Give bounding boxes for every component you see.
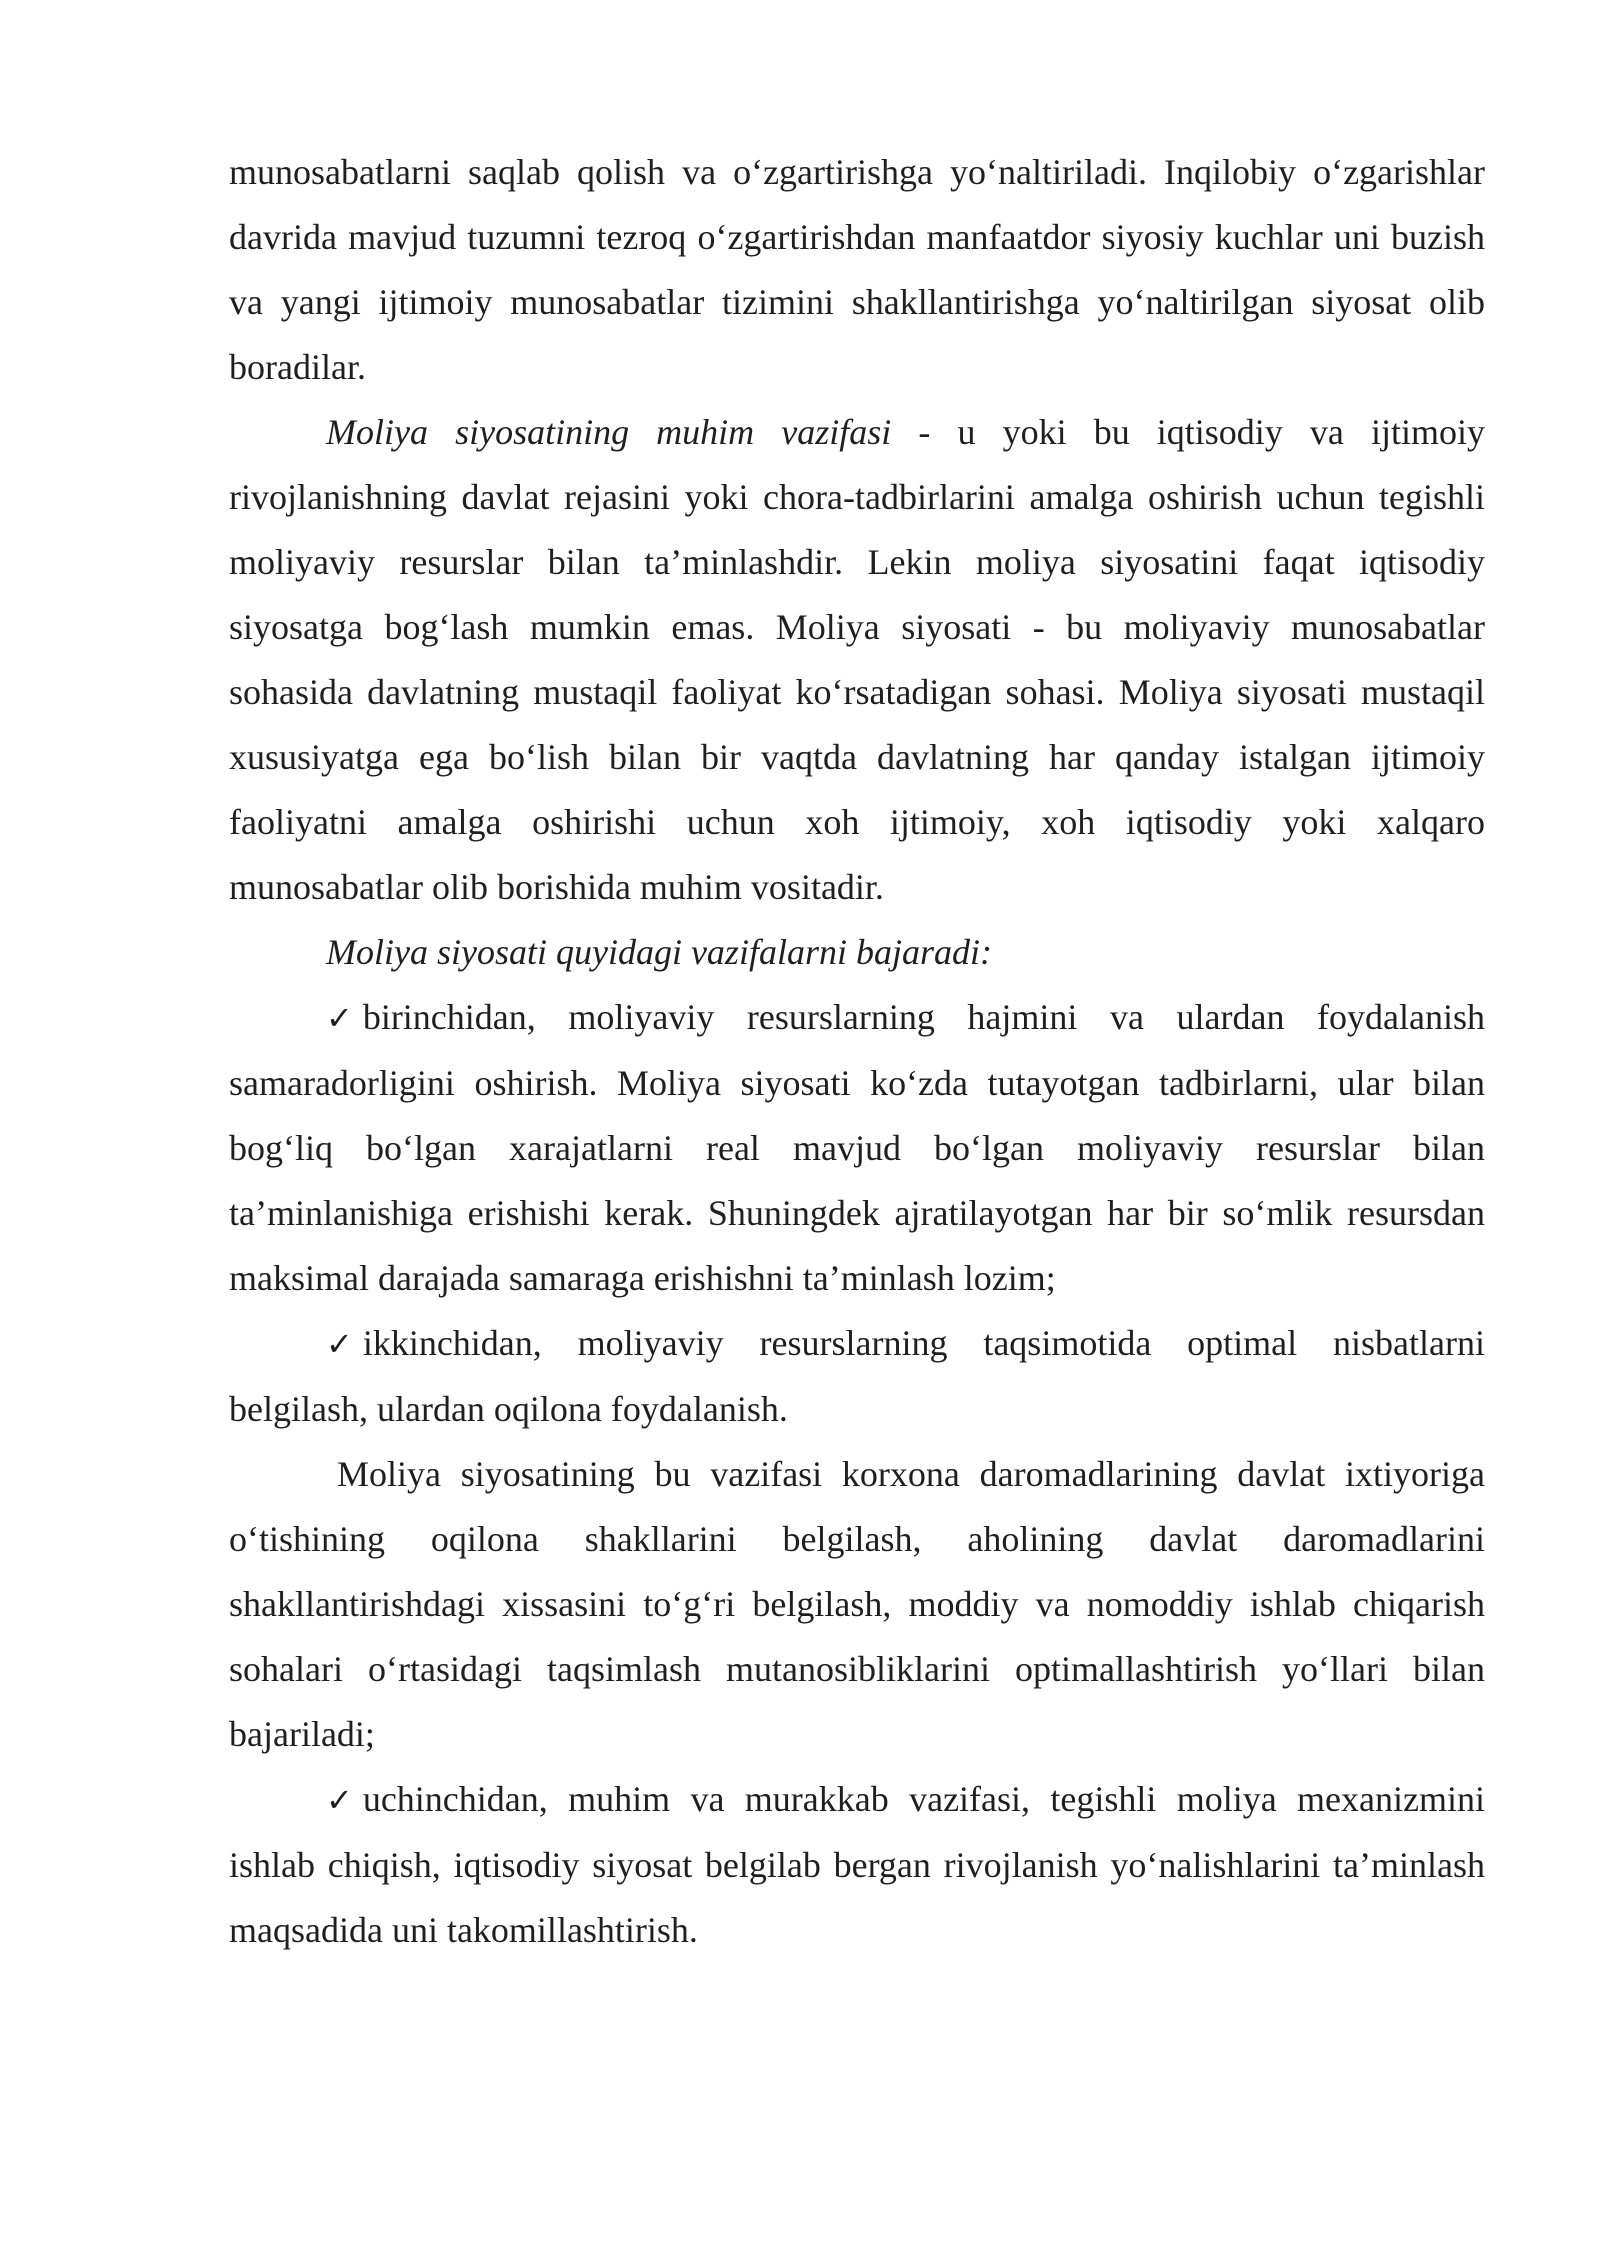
check-mark-icon: ✓ xyxy=(326,999,353,1037)
paragraph-main-task-text: - u yoki bu iqtisodiy va ijtimoiy rivojlanishning davlat rejasini yoki chora-tadbirlarini amalga oshirish uchun tegishli moliyaviy resurslar bilan ta’minlashdir. Lekin moliya siyosatini faqat iqtisodiy siyosatga bog‘lash mumkin emas. Moliya siyosati - bu moliyaviy munosabatlar sohasida davlatning mustaqil faoliyat ko‘rsatadigan sohasi. Moliya siyosati mustaqil xususiyatga ega bo‘lish bilan bir vaqtda davlatning har qanday istalgan ijtimoiy faoliyatni amalga oshirishi uchun xoh ijtimoiy, xoh iqtisodiy yoki xalqaro munosabatlar olib borishida muhim vositadir. xyxy=(229,412,1486,907)
bullet-item-first xyxy=(229,985,1485,1311)
bullet-item-second xyxy=(229,1311,1485,1442)
bullet-item-second-text: ikkinchidan, moliyaviy resurslarning taqsimotida optimal nisbatlarni belgilash, ulardan oqilona foydalanish. xyxy=(229,1323,1485,1429)
tasks-heading: Moliya siyosati quyidagi vazifalarni bajaradi: xyxy=(326,932,992,972)
paragraph-task-detail: Moliya siyosatining bu vazifasi korxona daromadlarining davlat ixtiyoriga o‘tishining oqilona shakllarini belgilash, aholining davlat daromadlarini shakllantirishdagi xissasini to‘g‘ri belgilash, moddiy va nomoddiy ishlab chiqarish sohalari o‘rtasidagi taqsimlash mutanosibliklarini optimallashtirish yo‘llari bilan bajariladi; xyxy=(229,1454,1485,1754)
paragraph-intro: munosabatlarni saqlab qolish va o‘zgartirishga yo‘naltiriladi. Inqilobiy o‘zgarishlar davrida mavjud tuzumni tezroq o‘zgartirishdan manfaatdor siyosiy kuchlar uni buzish va yangi ijtimoiy munosabatlar tizimini shakllantirishga yo‘naltirilgan siyosat olib boradilar. xyxy=(229,152,1485,387)
bullet-item-first-text: birinchidan, moliyaviy resurslarning hajmini va ulardan foydalanish samaradorligini oshirish. Moliya siyosati ko‘zda tutayotgan tadbirlarni, ular bilan bog‘liq bo‘lgan xarajatlarni real mavjud bo‘lgan moliyaviy resurslar bilan ta’minlanishiga erishishi kerak. Shuningdek ajratilayotgan har bir so‘mlik resursdan maksimal darajada samaraga erishishni ta’minlash lozim; xyxy=(229,997,1485,1298)
check-mark-icon: ✓ xyxy=(326,1325,353,1363)
bullet-item-third-text: uchinchidan, muhim va murakkab vazifasi, tegishli moliya mexanizmini ishlab chiqish, iqtisodiy siyosat belgilab bergan rivojlanish yo‘nalishlarini ta’minlash maqsadida uni takomillashtirish. xyxy=(229,1779,1485,1950)
bullet-item-third xyxy=(229,1767,1485,1963)
document-page xyxy=(229,140,1485,1963)
check-mark-icon: ✓ xyxy=(326,1781,353,1819)
paragraph-main-task-heading: Moliya siyosatining muhim vazifasi xyxy=(326,412,892,452)
paragraph-main-task xyxy=(229,400,1485,920)
